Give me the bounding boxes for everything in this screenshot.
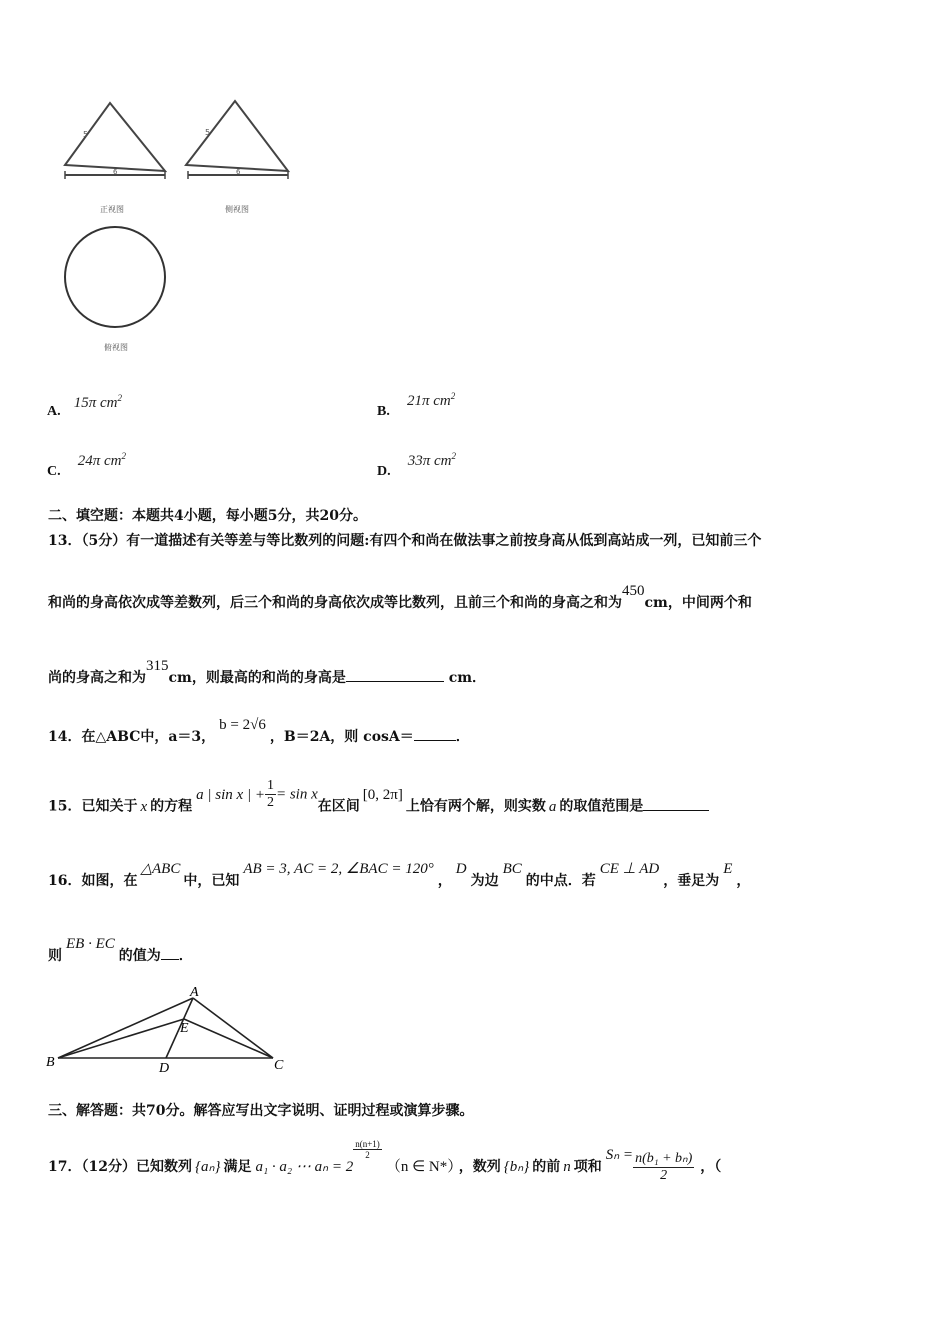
q13-line-3: 尚的身高之和为315cm，则最高的和尚的身高是 cm．	[48, 658, 487, 686]
q16-dot-product: EB · EC	[66, 936, 115, 952]
q16-triangle-diagram	[40, 980, 300, 1075]
q13-line-1: 13．（5分）有一道描述有关等差与等比数列的问题:有四个和尚在做法事之前按身高从低到高站成一列，已知前三个	[48, 533, 762, 549]
option-label: D.	[377, 464, 391, 479]
q16-line-2: 则EB · EC的值为 ．	[48, 936, 193, 964]
front-view-figure	[55, 95, 175, 195]
top-view-figure	[60, 222, 170, 337]
point-b-label: B	[46, 1055, 55, 1070]
q17-sequence-a: {aₙ}	[194, 1159, 221, 1175]
q17-line: 17．（12分）已知数列 {aₙ} 满足 a₁ · a₂ ⋯ aₙ = 2 $\frac{n(n+1)}{2}$ （n ∈ N*） ，数列 {bₙ} 的前 n 项和Sₙ = $\frac{\text{n(b₁ + bₙ)}}{2}$ ，（	[48, 1138, 722, 1183]
point-d-label: D	[159, 1061, 170, 1075]
q13-line-2: 和尚的身高依次成等差数列，后三个和尚的身高依次成等比数列，且前三个和尚的身高之和为450cm，中间两个和	[48, 583, 752, 611]
q16-line-1: 16．如图，在△ABC中，已知AB = 3, AC = 2, ∠BAC = 120°，D为边BC的中点．若CE ⊥ AD，垂足为E，	[48, 861, 751, 889]
q14-line: 14．在△ABC中，a＝3，b = 2√6，B＝2A，则 cosA＝ ．	[48, 717, 470, 745]
side-slant-label: 5	[205, 128, 211, 137]
option-value: 15π $cm^2$	[73, 393, 122, 411]
option-b	[377, 390, 456, 419]
q15-equation-right: = sin x	[275, 786, 318, 803]
option-value: 24π $cm^2$	[77, 451, 126, 469]
q17-product: a₁ · a₂ ⋯ aₙ = 2	[255, 1159, 354, 1175]
q16-answer-blank	[161, 947, 179, 960]
q15-line: 15．已知关于 x 的方程a | sin x | + $\frac{1}{2}$ = sin x在区间[0, 2π]上恰有两个解，则实数 a 的取值范围是	[48, 790, 709, 823]
q17-exponent: $\frac{n(n+1)}{2}$	[355, 1138, 380, 1160]
q14-b-value: b = 2√6	[219, 717, 266, 733]
section-2-heading: 二、填空题：本题共4小题，每小题5分，共20分。	[48, 508, 367, 524]
q17-sn: Sₙ =	[605, 1147, 634, 1163]
section-3-heading: 三、解答题：共70分。解答应写出文字说明、证明过程或演算步骤。	[48, 1103, 474, 1119]
option-value: 21π $cm^2$	[406, 391, 456, 409]
q15-equation-left: a | sin x | +	[196, 786, 265, 803]
front-base-label: 6	[113, 168, 118, 176]
option-label: A.	[47, 404, 61, 419]
q14-answer-blank	[414, 728, 456, 741]
side-view-figure	[180, 95, 300, 195]
side-view-caption: 侧视图	[225, 205, 249, 214]
q16-triangle: △ABC	[140, 861, 181, 877]
option-a	[47, 392, 122, 419]
q13-sum-315: 315	[146, 658, 169, 674]
q13-sum-450: 450	[622, 583, 645, 599]
option-d	[377, 450, 456, 479]
q17-condition: （n ∈ N*）	[385, 1159, 455, 1175]
q15-fraction: $\frac{1}{2}$	[266, 778, 274, 810]
option-value: 33π $cm^2$	[407, 451, 456, 469]
option-c	[47, 450, 126, 479]
q15-answer-blank	[643, 798, 709, 811]
option-label: B.	[377, 404, 390, 419]
q17-sn-fraction: $\frac{\text{n(b₁ + bₙ)}}{2}$	[635, 1151, 693, 1183]
point-a-label: A	[190, 985, 199, 1000]
top-view-caption: 俯视图	[104, 343, 128, 352]
front-view-caption: 正视图	[100, 205, 124, 214]
q16-perpendicular: CE ⊥ AD	[599, 861, 660, 877]
front-slant-label: 5	[83, 130, 89, 139]
q17-sequence-b: {bₙ}	[503, 1159, 530, 1175]
q16-conditions: AB = 3, AC = 2, ∠BAC = 120°	[243, 861, 434, 877]
point-c-label: C	[274, 1058, 284, 1073]
point-e-label: E	[180, 1021, 189, 1036]
q13-answer-blank	[346, 669, 444, 682]
option-label: C.	[47, 464, 61, 479]
side-base-label: 6	[236, 168, 241, 176]
q15-interval: [0, 2π]	[362, 786, 403, 803]
